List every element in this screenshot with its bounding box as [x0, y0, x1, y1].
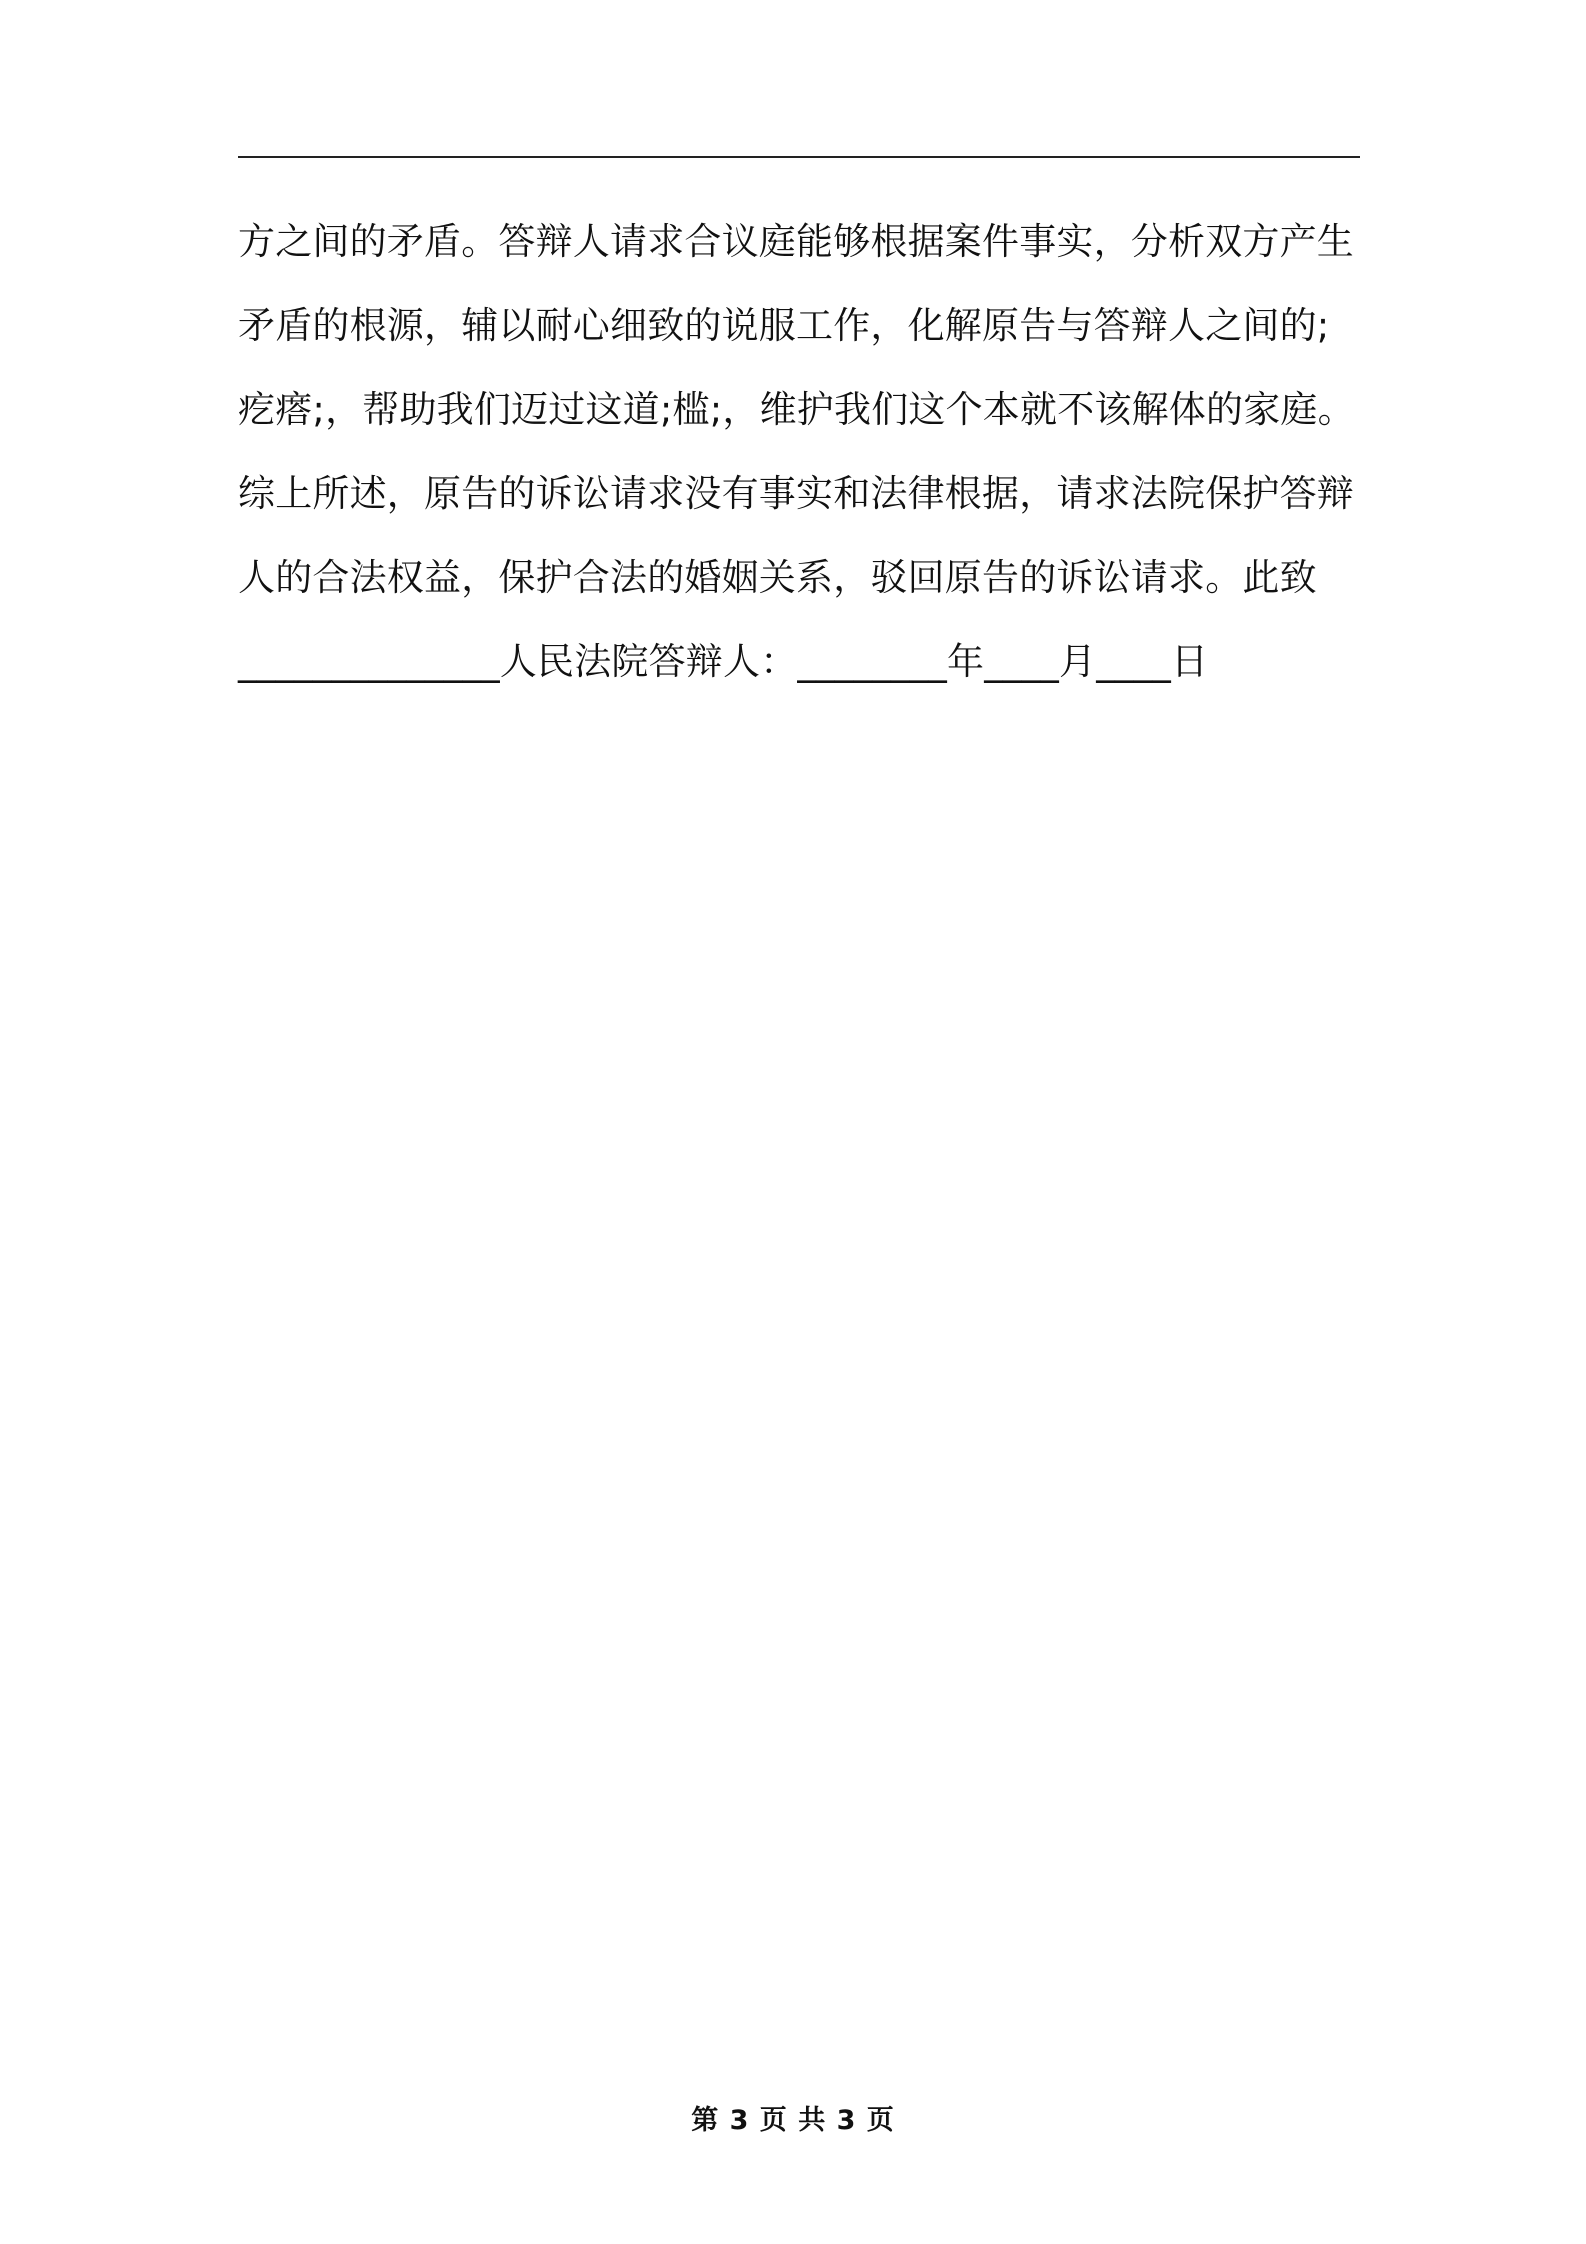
paragraph-line: 人的合法权益，保护合法的婚姻关系，驳回原告的诉讼请求。此致	[238, 556, 1317, 599]
page-number-footer: 第 3 页 共 3 页	[691, 2105, 895, 2136]
signature-line: ______________人民法院答辩人：________年____月____日	[238, 640, 1209, 683]
paragraph-line: 疙瘩;，帮助我们迈过这道;槛;，维护我们这个本就不该解体的家庭。	[238, 388, 1355, 431]
paragraph-line: 综上所述，原告的诉讼请求没有事实和法律根据，请求法院保护答辩	[238, 472, 1354, 515]
header-rule	[238, 156, 1360, 158]
paragraph-line: 方之间的矛盾。答辩人请求合议庭能够根据案件事实，分析双方产生	[238, 220, 1354, 263]
document-body	[238, 200, 1368, 704]
paragraph-line: 矛盾的根源，辅以耐心细致的说服工作，化解原告与答辩人之间的;	[238, 304, 1330, 347]
